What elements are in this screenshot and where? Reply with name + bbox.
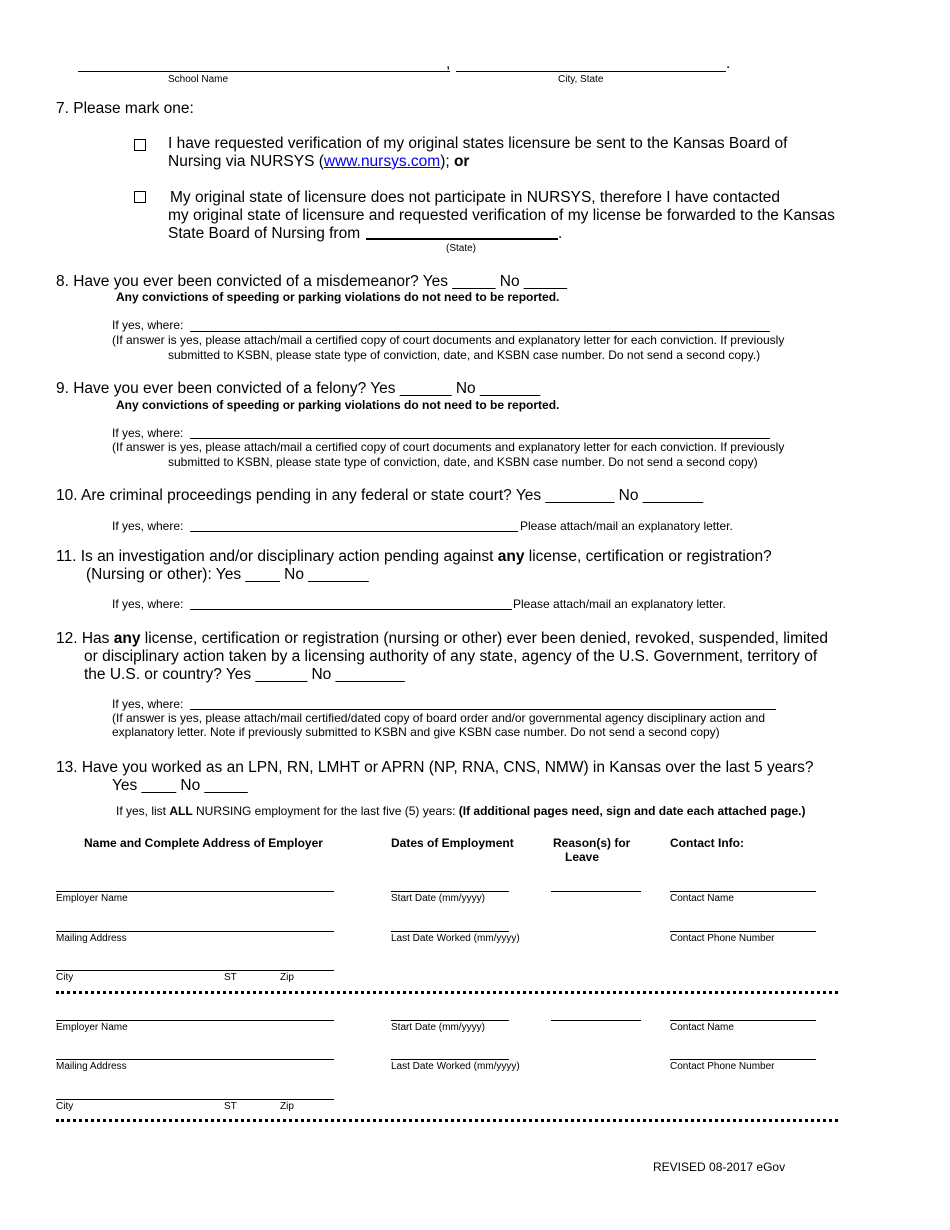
question-8: 8. Have you ever been convicted of a misdemeanor? Yes _____ No _____ bbox=[56, 273, 567, 290]
q9-where-label: If yes, where: bbox=[112, 426, 184, 440]
st-label-2: ST bbox=[224, 1101, 237, 1112]
q8-where-field[interactable] bbox=[190, 331, 770, 332]
q9-instructions-2: submitted to KSBN, please state type of conviction, date, and KSBN case number. Do not send a second copy) bbox=[168, 455, 758, 469]
q7-option1-line1: I have requested verification of my original states licensure be sent to the Kansas Board of bbox=[168, 135, 788, 152]
header-reason-leave: Leave bbox=[565, 850, 600, 864]
q7-option2-end: . bbox=[558, 225, 563, 242]
question-13: 13. Have you worked as an LPN, RN, LMHT or APRN (NP, RNA, CNS, NMW) in Kansas over the last 5 years? bbox=[56, 759, 814, 776]
start-date-label-2: Start Date (mm/yyyy) bbox=[391, 1022, 485, 1033]
st-label-1: ST bbox=[224, 972, 237, 983]
question-7: 7. Please mark one: bbox=[56, 100, 194, 117]
q10-where-field[interactable] bbox=[190, 531, 518, 532]
q7-or: or bbox=[453, 153, 470, 170]
q9-where-field[interactable] bbox=[190, 438, 770, 439]
q12-where-label: If yes, where: bbox=[112, 697, 184, 711]
q10-where-label: If yes, where: bbox=[112, 519, 184, 533]
q12-instructions-1: (If answer is yes, please attach/mail certified/dated copy of board order and/or governmental agency disciplinary action and bbox=[112, 711, 766, 725]
question-12 bbox=[56, 630, 828, 648]
last-date-label-1: Last Date Worked (mm/yyyy) bbox=[391, 933, 520, 944]
question-10: 10. Are criminal proceedings pending in any federal or state court? Yes ________ No _______ bbox=[56, 487, 704, 504]
zip-label-1: Zip bbox=[280, 972, 294, 983]
q8-instructions-1: (If answer is yes, please attach/mail a certified copy of court documents and explanatory letter for each conviction. If previously bbox=[112, 333, 785, 347]
q11-where-label: If yes, where: bbox=[112, 597, 184, 611]
city-label-1: City bbox=[56, 972, 74, 983]
q13-list-note: (If additional pages need, sign and date each attached page.) bbox=[458, 804, 806, 818]
q8-instructions-2: submitted to KSBN, please state type of conviction, date, and KSBN case number. Do not send a second copy.) bbox=[168, 348, 761, 362]
mailing-address-label-1: Mailing Address bbox=[56, 933, 127, 944]
mailing-address-field-2[interactable] bbox=[56, 1059, 334, 1060]
city-state-line[interactable] bbox=[456, 71, 726, 72]
state-label: (State) bbox=[446, 243, 477, 254]
start-date-label-1: Start Date (mm/yyyy) bbox=[391, 893, 485, 904]
q11-line2: (Nursing or other): Yes ____ No _______ bbox=[86, 566, 369, 583]
checkbox-nursys[interactable] bbox=[134, 139, 146, 151]
q10-attach-note: Please attach/mail an explanatory letter. bbox=[520, 519, 733, 533]
q12-text: 12. Has bbox=[56, 630, 114, 647]
last-date-field-1[interactable] bbox=[391, 931, 509, 932]
city-label-2: City bbox=[56, 1101, 74, 1112]
contact-phone-field-1[interactable] bbox=[670, 931, 816, 932]
header-dates: Dates of Employment bbox=[391, 836, 514, 850]
checkbox-non-nursys[interactable] bbox=[134, 191, 146, 203]
header-reason: Reason(s) for bbox=[553, 836, 631, 850]
q8-note: Any convictions of speeding or parking violations do not need to be reported. bbox=[116, 290, 560, 304]
revision-footer: REVISED 08-2017 eGov bbox=[653, 1160, 786, 1174]
q12-line3: the U.S. or country? Yes ______ No ________ bbox=[84, 666, 405, 683]
q11-where-field[interactable] bbox=[190, 609, 512, 610]
zip-label-2: Zip bbox=[280, 1101, 294, 1112]
reason-field-1[interactable] bbox=[551, 891, 641, 892]
employer-name-label-2: Employer Name bbox=[56, 1022, 128, 1033]
q11-text-end: license, certification or registration? bbox=[524, 548, 772, 565]
q7-option2-line1: My original state of licensure does not participate in NURSYS, therefore I have contacted bbox=[170, 189, 780, 206]
question-11 bbox=[56, 548, 772, 566]
q12-where-field[interactable] bbox=[190, 709, 776, 710]
nursys-link[interactable]: www.nursys.com bbox=[323, 153, 441, 170]
city-state-label: City, State bbox=[558, 74, 604, 85]
q13-list-mid: NURSING employment for the last five (5) years: bbox=[192, 804, 459, 818]
header-contact: Contact Info: bbox=[670, 836, 744, 850]
contact-name-label-1: Contact Name bbox=[670, 893, 734, 904]
q11-text: 11. Is an investigation and/or disciplinary action pending against bbox=[56, 548, 498, 565]
employer-name-label-1: Employer Name bbox=[56, 893, 128, 904]
contact-phone-label-1: Contact Phone Number bbox=[670, 933, 775, 944]
q13-yes-no: Yes ____ No _____ bbox=[112, 777, 248, 794]
q12-text-end: license, certification or registration (nursing or other) ever been denied, revoked, suspended, limited bbox=[140, 630, 828, 647]
mailing-address-label-2: Mailing Address bbox=[56, 1061, 127, 1072]
q12-instructions-2: explanatory letter. Note if previously submitted to KSBN and give KSBN case number. Do not send a second copy) bbox=[112, 725, 720, 739]
last-date-field-2[interactable] bbox=[391, 1059, 509, 1060]
school-name-line[interactable] bbox=[78, 71, 450, 72]
entry-divider-1 bbox=[56, 991, 838, 994]
contact-name-field-1[interactable] bbox=[670, 891, 816, 892]
q7-option2-line3: State Board of Nursing from bbox=[168, 225, 361, 242]
q9-instructions-1: (If answer is yes, please attach/mail a certified copy of court documents and explanatory letter for each conviction. If previously bbox=[112, 440, 785, 454]
school-comma: , bbox=[446, 55, 451, 72]
start-date-field-2[interactable] bbox=[391, 1020, 509, 1021]
q11-any: any bbox=[497, 548, 525, 565]
q7-option2-line2: my original state of licensure and requested verification of my license be forwarded to the Kansas bbox=[168, 207, 835, 224]
q7-option1-text: Nursing via NURSYS ( bbox=[168, 153, 324, 170]
q9-note: Any convictions of speeding or parking violations do not need to be reported. bbox=[116, 398, 560, 412]
employer-name-field-2[interactable] bbox=[56, 1020, 334, 1021]
q7-option1-line2 bbox=[168, 153, 469, 171]
header-employer: Name and Complete Address of Employer bbox=[84, 836, 323, 850]
q13-list-all: ALL bbox=[169, 804, 193, 818]
city-field-2[interactable] bbox=[56, 1099, 334, 1100]
q11-attach-note: Please attach/mail an explanatory letter. bbox=[513, 597, 726, 611]
start-date-field-1[interactable] bbox=[391, 891, 509, 892]
school-name-label: School Name bbox=[168, 74, 229, 85]
q13-list-instructions bbox=[116, 804, 806, 818]
last-date-label-2: Last Date Worked (mm/yyyy) bbox=[391, 1061, 520, 1072]
contact-name-field-2[interactable] bbox=[670, 1020, 816, 1021]
school-period: . bbox=[726, 55, 731, 72]
q7-option1-close: ); bbox=[440, 153, 450, 170]
entry-divider-2 bbox=[56, 1119, 838, 1122]
q8-where-label: If yes, where: bbox=[112, 318, 184, 332]
contact-name-label-2: Contact Name bbox=[670, 1022, 734, 1033]
contact-phone-label-2: Contact Phone Number bbox=[670, 1061, 775, 1072]
city-field-1[interactable] bbox=[56, 970, 334, 971]
q12-any: any bbox=[113, 630, 141, 647]
q12-line2: or disciplinary action taken by a licensing authority of any state, agency of the U.S. Government, territory of bbox=[84, 648, 818, 665]
mailing-address-field-1[interactable] bbox=[56, 931, 334, 932]
employer-name-field-1[interactable] bbox=[56, 891, 334, 892]
q13-list-pre: If yes, list bbox=[116, 804, 170, 818]
contact-phone-field-2[interactable] bbox=[670, 1059, 816, 1060]
state-field-line[interactable] bbox=[366, 238, 558, 240]
reason-field-2[interactable] bbox=[551, 1020, 641, 1021]
question-9: 9. Have you ever been convicted of a felony? Yes ______ No _______ bbox=[56, 380, 541, 397]
